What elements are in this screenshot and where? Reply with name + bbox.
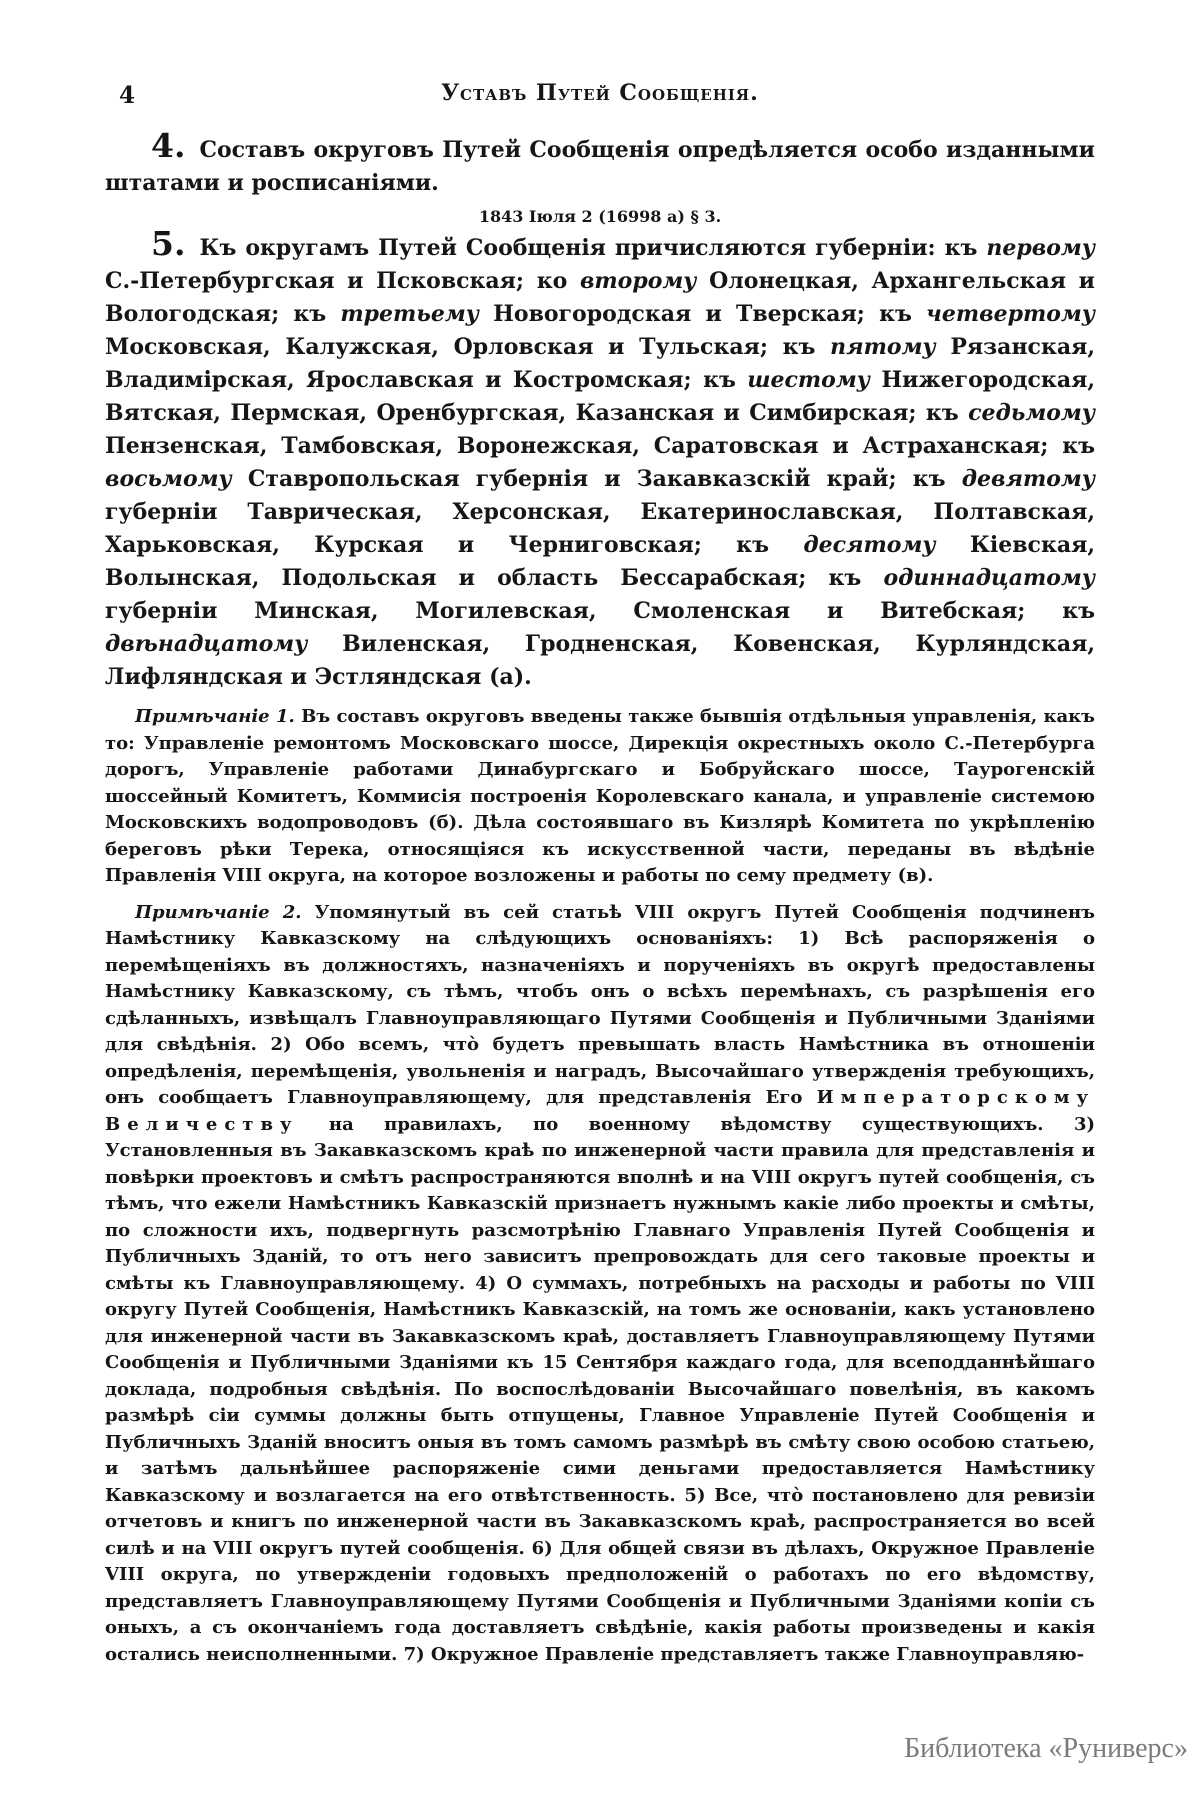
article-4-number: 4. bbox=[151, 126, 186, 165]
page-header bbox=[105, 80, 1095, 110]
article-4-citation: 1843 Іюля 2 (16998 а) § 3. bbox=[478, 207, 722, 226]
page-number: 4 bbox=[119, 82, 136, 109]
article-5-text: Къ округамъ Путей Сообщенія причисляются губерніи: къ первому С.-Петербургская и Псковская; ко второму Олонецкая, Архангельская и Вологодская; къ третьему Новогородская и Тверская; къ четвертому Московская, Калужская, Орловская и Тульская; къ пятому Рязанская, Владимірская, Ярославская и Костромская; къ шестому Нижегородская, Вятская, Пермская, Оренбургская, Казанская и Симбирская; къ седьмому Пензенская, Тамбовская, Воронежская, Саратовская и Астраханская; къ восьмому Ставропольская губернія и Закавказскій край; къ девятому губерніи Таврическая, Херсонская, Екатеринославская, Полтавская, Харьковская, Курская и Черниговская; къ десятому Кіевская, Волынская, Подольская и область Бессарабская; къ одиннадцатому губерніи Минская, Могилевская, Смоленская и Витебская; къ двѣнадцатому Виленская, Гродненская, Ковенская, Курляндская, Лифляндская и Эстляндская (а). bbox=[105, 235, 1096, 690]
library-watermark: Библиотека «Руниверс» bbox=[904, 1733, 1188, 1764]
page-body bbox=[105, 126, 1096, 1668]
note-1-paragraph: Примѣчаніе 1. Въ составъ округовъ введены также бывшія отдѣльныя управленія, какъ то: Управленіе ремонтомъ Московскаго шоссе, Дирекція окрестныхъ около С.-Петербурга дорогъ, Управленіе работами Динабургскаго и Бобруйскаго шоссе, Таурогенскій шоссейный Комитетъ, Коммисія построенія Королевскаго канала, и управленіе системою Московскихъ водопроводовъ (б). Дѣла состоявшаго въ Кизлярѣ Комитета по укрѣпленію береговъ рѣки Терека, относящіяся къ искусственной части, переданы въ вѣдѣніе Правленія VIII округа, на которое возложены и работы по сему предмету (в). bbox=[105, 706, 1095, 886]
article-5-paragraph bbox=[105, 224, 1096, 694]
note-2-paragraph: Примѣчаніе 2. Упомянутый въ сей статьѣ VIII округъ Путей Сообщенія подчиненъ Намѣстнику Кавказскому на слѣдующихъ основаніяхъ: 1) Всѣ распоряженія о перемѣщеніяхъ въ должностяхъ, назначеніяхъ и порученіяхъ въ округѣ предоставлены Намѣстнику Кавказскому, съ тѣмъ, чтобъ онъ о всѣхъ перемѣнахъ, съ разрѣшенія его сдѣланныхъ, извѣщалъ Главноуправляющаго Путями Сообщенія и Публичными Зданіями для свѣдѣнія. 2) Обо всемъ, что̀ будетъ превышать власть Намѣстника въ отношеніи опредѣленія, перемѣщенія, увольненія и наградъ, Высочайшаго утвержденія требующихъ, онъ сообщаетъ Главноуправляющему, для представленія Его Императорскому Величеству на правилахъ, по военному вѣдомству существующихъ. 3) Установленныя въ Закавказскомъ краѣ по инженерной части правила для представленія и повѣрки проектовъ и смѣтъ распространяются вполнѣ и на VIII округъ путей сообщенія, съ тѣмъ, что ежели Намѣстникъ Кавказскій признаетъ нужнымъ какіе либо проекты и смѣты, по сложности ихъ, подвергнуть разсмотрѣнію Главнаго Управленія Путей Сообщенія и Публичныхъ Зданій, то отъ него зависитъ препровождать для сего таковые проекты и смѣты къ Главноуправляющему. 4) О суммахъ, потребныхъ на расходы и работы по VIII округу Путей Сообщенія, Намѣстникъ Кавказскій, на томъ же основаніи, какъ установлено для инженерной части въ Закавказскомъ краѣ, доставляетъ Главноуправляющему Путями Сообщенія и Публичными Зданіями къ 15 Сентября каждаго года, для всеподданнѣйшаго доклада, подробныя свѣдѣнія. По воспослѣдованіи Высочайшаго повелѣнія, въ какомъ размѣрѣ сіи суммы должны быть отпущены, Главное Управленіе Путей Сообщенія и Публичныхъ Зданій вноситъ оныя въ томъ самомъ размѣрѣ въ смѣту свою особою статьею, и затѣмъ дальнѣйшее распоряженіе сими деньгами предоставляется Намѣстнику Кавказскому и возлагается на его отвѣтственность. 5) Все, что̀ постановлено для ревизіи отчетовъ и книгъ по инженерной части въ Закавказскомъ краѣ, распространяется во всей силѣ и на VIII округъ путей сообщенія. 6) Для общей связи въ дѣлахъ, Окружное Правленіе VIII округа, по утвержденіи годовыхъ предположеній о работахъ по его вѣдомству, представляетъ Главноуправляющему Путями Сообщенія и Публичными Зданіями копіи съ оныхъ, а съ окончаніемъ года доставляетъ свѣдѣніе, какія работы произведены и какія остались неисполненными. 7) Окружное Правленіе представляетъ также Главноуправляю- bbox=[105, 901, 1095, 1665]
article-4-text: Составъ округовъ Путей Сообщенія опредѣляется особо изданными штатами и росписаніями. bbox=[105, 137, 1095, 196]
article-4-paragraph bbox=[105, 126, 1095, 200]
article-5-number: 5. bbox=[151, 224, 186, 263]
running-title: Уставъ Путей Сообщенія. bbox=[441, 80, 759, 106]
